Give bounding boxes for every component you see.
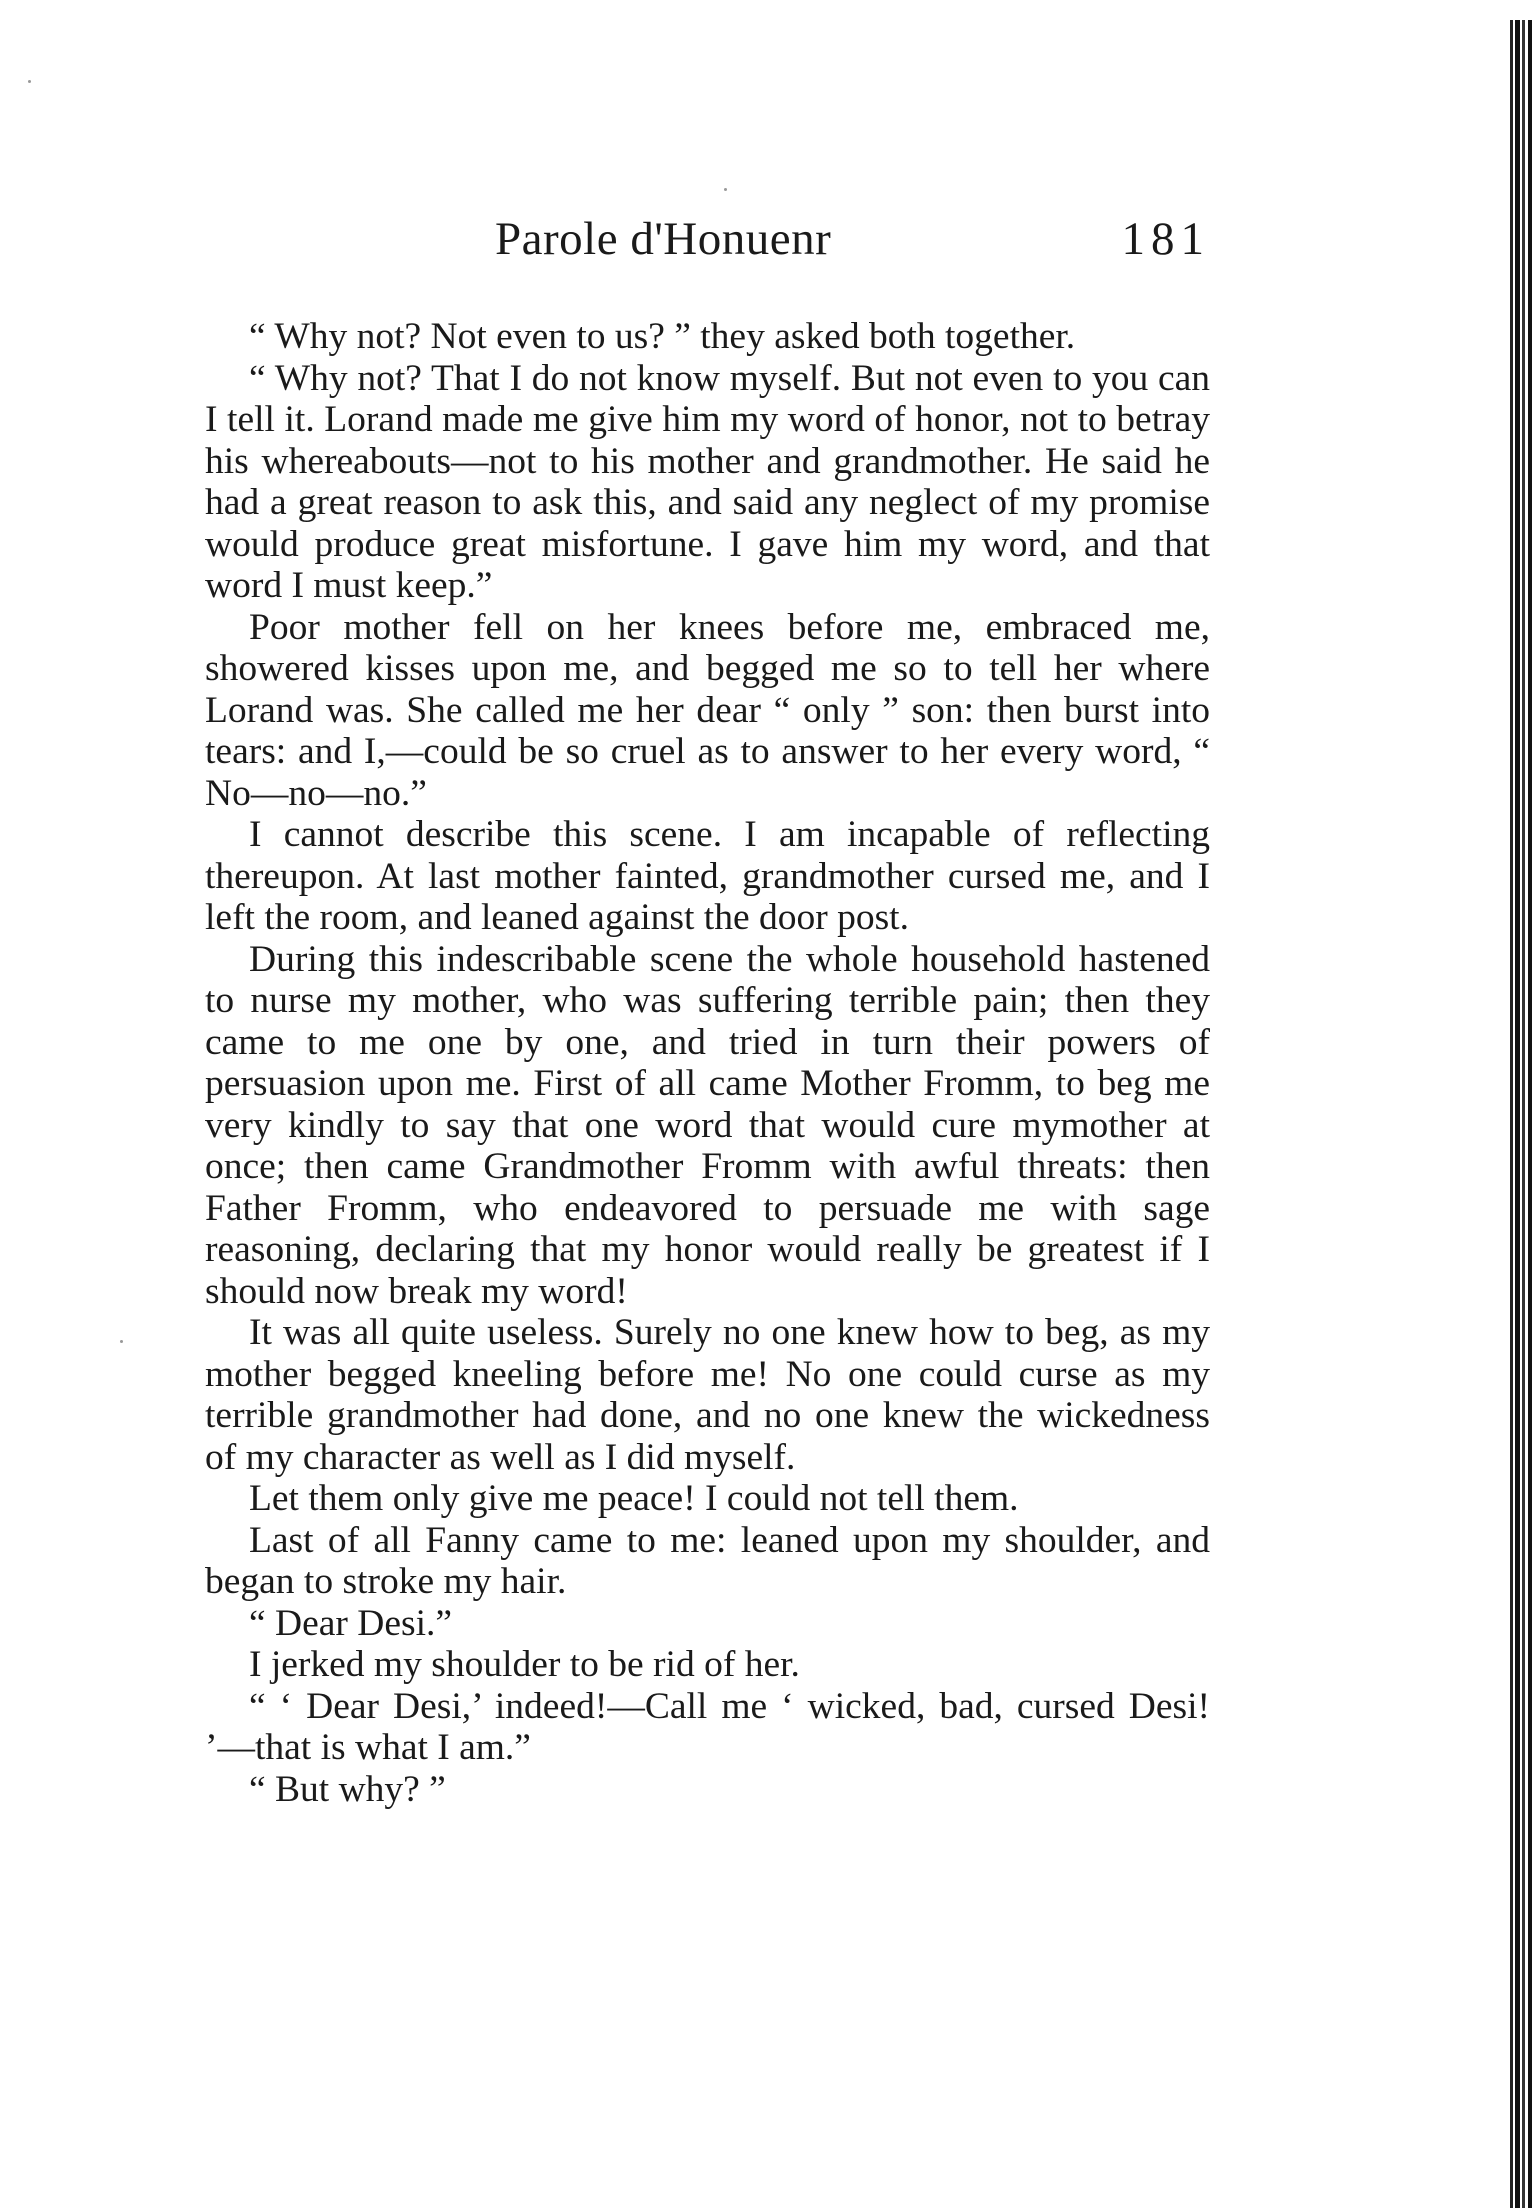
paragraph: I jerked my shoulder to be rid of her. bbox=[249, 1644, 800, 1685]
paragraph: “ Why not? Not even to us? ” they asked both together. bbox=[249, 316, 1076, 357]
running-title: Parole d'Honuenr bbox=[495, 213, 832, 265]
scan-speck bbox=[724, 188, 727, 191]
paragraph: During this indescribable scene the whole household hastened to nurse my mother, who was suffering terrible pain; then they came to me one by one, and tried in turn their powers of persuasion upon me. First of all came Mother Fromm, to beg me very kindly to say that one word that would cure mymother at once; then came Grandmother Fromm with awful threats: then Father Fromm, who endeavored to persuade me with sage reasoning, declaring that my honor would really be greatest if I should now break my word! bbox=[205, 938, 1210, 1312]
paragraph: I cannot describe this scene. I am incapable of reflecting thereupon. At last mother fainted, grandmother cursed me, and I left the room, and leaned against the door post. bbox=[205, 814, 1210, 938]
paragraph: “ But why? ” bbox=[249, 1768, 446, 1810]
paragraph: “ Dear Desi.” bbox=[249, 1602, 453, 1644]
page-body bbox=[205, 316, 1210, 1810]
paragraph: Let them only give me peace! I could not tell them. bbox=[249, 1478, 1019, 1519]
paragraph: Poor mother fell on her knees before me, embraced me, showered kisses upon me, and begged me so to tell her where Lorand was. She called me her dear “ only ” son: then burst into tears: and I,—could be so cruel as to answer to her every word, “ No—no—no.” bbox=[205, 606, 1210, 814]
paragraph: “ Why not? That I do not know myself. But not even to you can I tell it. Lorand made me give him my word of honor, not to betray his whereabouts—not to his mother and grandmother. He said he had a great reason to ask this, and said any neglect of my promise would produce great misfortune. I gave him my word, and that word I must keep.” bbox=[205, 357, 1210, 606]
page-header bbox=[205, 212, 1210, 276]
paragraph: “ ‘ Dear Desi,’ indeed!—Call me ‘ wicked, bad, cursed Desi! ’—that is what I am.” bbox=[205, 1685, 1210, 1768]
page-number: 181 bbox=[1121, 213, 1210, 265]
paragraph: It was all quite useless. Surely no one knew how to beg, as my mother begged kneeling before me! No one could curse as my terrible grandmother had done, and no one knew the wickedness of my character as well as I did myself. bbox=[205, 1312, 1210, 1478]
paragraph: Last of all Fanny came to me: leaned upon my shoulder, and began to stroke my hair. bbox=[205, 1519, 1210, 1602]
page-binding-edge bbox=[1504, 20, 1538, 2208]
scan-speck bbox=[120, 1340, 123, 1343]
scan-speck bbox=[28, 80, 31, 83]
